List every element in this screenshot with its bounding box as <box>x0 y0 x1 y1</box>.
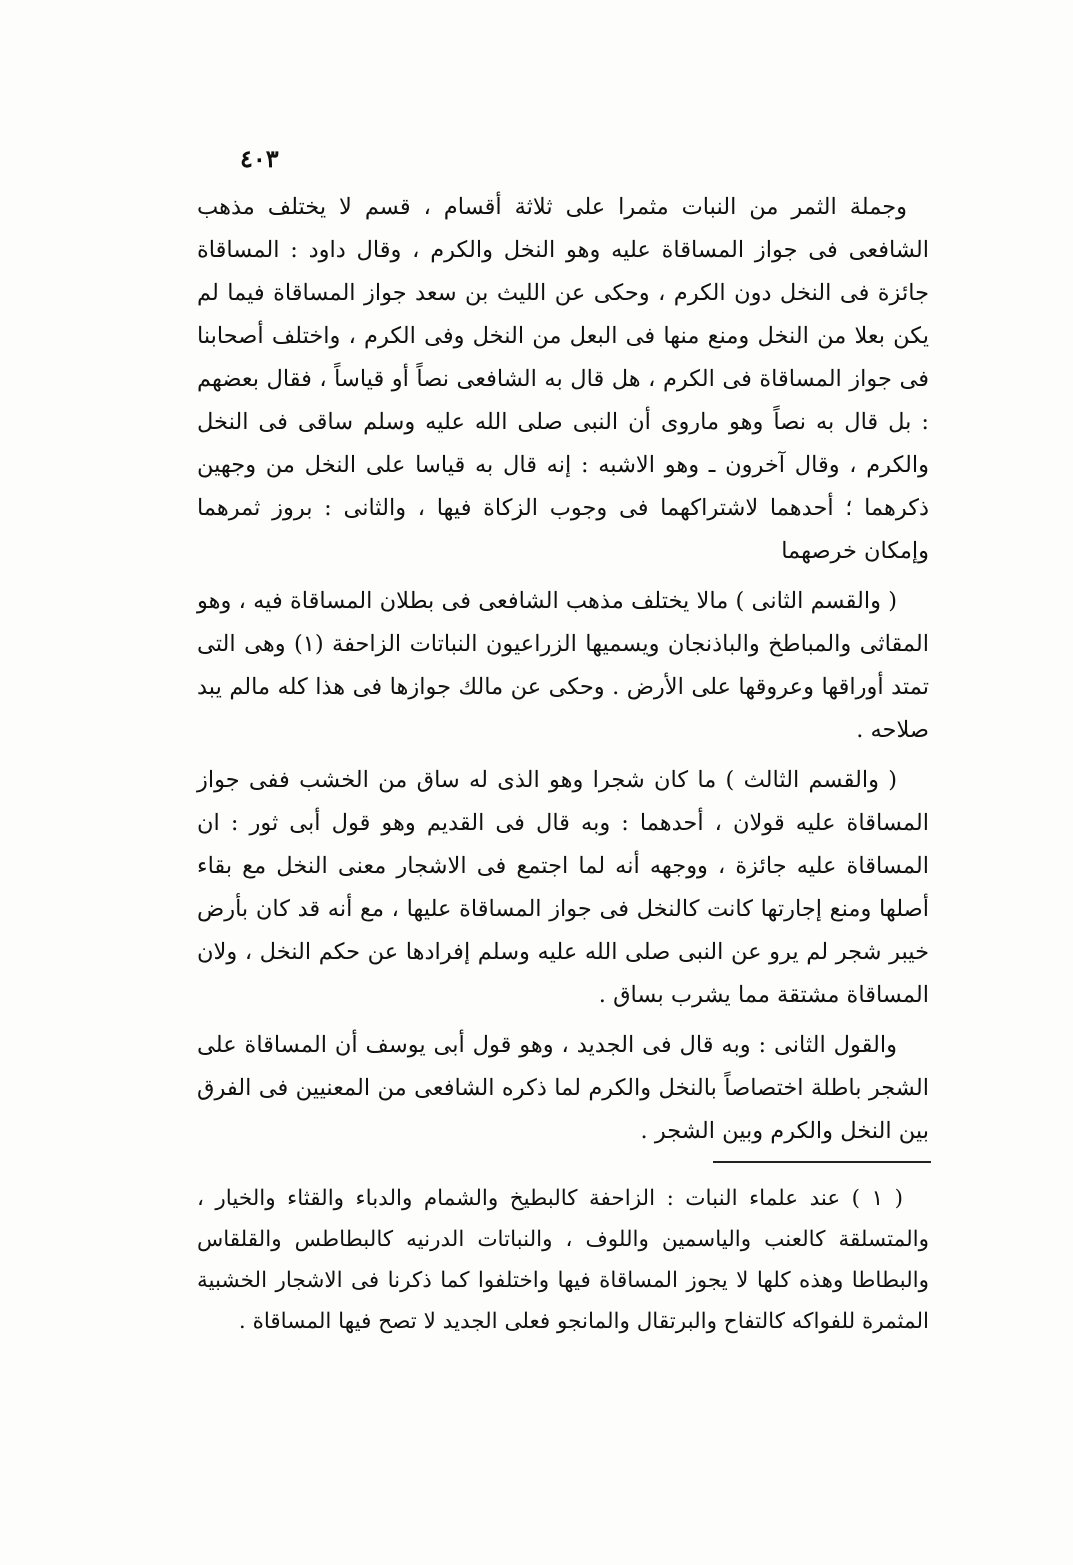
footnote-text: ( ١ ) عند علماء النبات : الزاحفة كالبطيخ والشمام والدباء والقثاء والخيار ، والمتسلقة كالعنب والياسمين واللوف ، والنباتات الدرنيه كالبطاطس والقلقاس والبطاطا وهذه كلها لا يجوز المساقاة فيها واختلفوا كما ذكرنا فى الاشجار الخشبية المثمرة للفواكه كالتفاح والبرتقال والمانجو فعلى الجديد لا تصح فيها المساقاة . <box>197 1186 929 1334</box>
paragraph-4: والقول الثانى : وبه قال فى الجديد ، وهو قول أبى يوسف أن المساقاة على الشجر باطلة اختصاصاً بالنخل والكرم لما ذكره الشافعى من المعنيين فى الفرق بين النخل والكرم وبين الشجر . <box>197 1032 929 1144</box>
paragraph-2: ( والقسم الثانى ) مالا يختلف مذهب الشافعى فى بطلان المساقاة فيه ، وهو المقاثى والمباطخ والباذنجان ويسميها الزراعيون النباتات الزاحفة (١) وهى التى تمتد أوراقها وعروقها على الأرض . وحكى عن مالك جوازها فى هذا كله مالم يبد صلاحه . <box>197 588 930 743</box>
footnote-divider <box>713 1161 931 1163</box>
footnote <box>197 1178 929 1342</box>
paragraph-3: ( والقسم الثالث ) ما كان شجرا وهو الذى له ساق من الخشب ففى جواز المساقاة عليه قولان ، أحدهما : وبه قال فى القديم وهو قول أبى ثور : ان المساقاة عليه جائزة ، ووجهه أنه لما اجتمع فى الاشجار معنى النخل مع بقاء أصلها ومنع إجارتها كانت كالنخل فى جواز المساقاة عليها ، مع أنه قد كان بأرض خيبر شجر لم يرو عن النبى صلى الله عليه وسلم إفرادها عن حكم النخل ، ولان المساقاة مشتقة مما يشرب بساق . <box>197 767 929 1008</box>
main-text <box>197 186 929 1160</box>
paragraph-1: وجملة الثمر من النبات مثمرا على ثلاثة أقسام ، قسم لا يختلف مذهب الشافعى فى جواز المساقاة عليه وهو النخل والكرم ، وقال داود : المساقاة جائزة فى النخل دون الكرم ، وحكى عن الليث بن سعد جواز المساقاة فيما لم يكن بعلا من النخل ومنع منها فى البعل من النخل وفى الكرم ، واختلف أصحابنا فى جواز المساقاة فى الكرم ، هل قال به الشافعى نصاً أو قياساً ، فقال بعضهم : بل قال به نصاً وهو ماروى أن النبى صلى الله عليه وسلم ساقى فى النخل والكرم ، وقال آخرون ـ وهو الاشبه : إنه قال به قياسا على النخل من وجهين ذكرهما ؛ أحدهما لاشتراكهما فى وجوب الزكاة فيها ، والثانى : بروز ثمرهما وإمكان خرصهما <box>197 194 929 564</box>
page-number: ٤٠٣ <box>240 144 279 173</box>
